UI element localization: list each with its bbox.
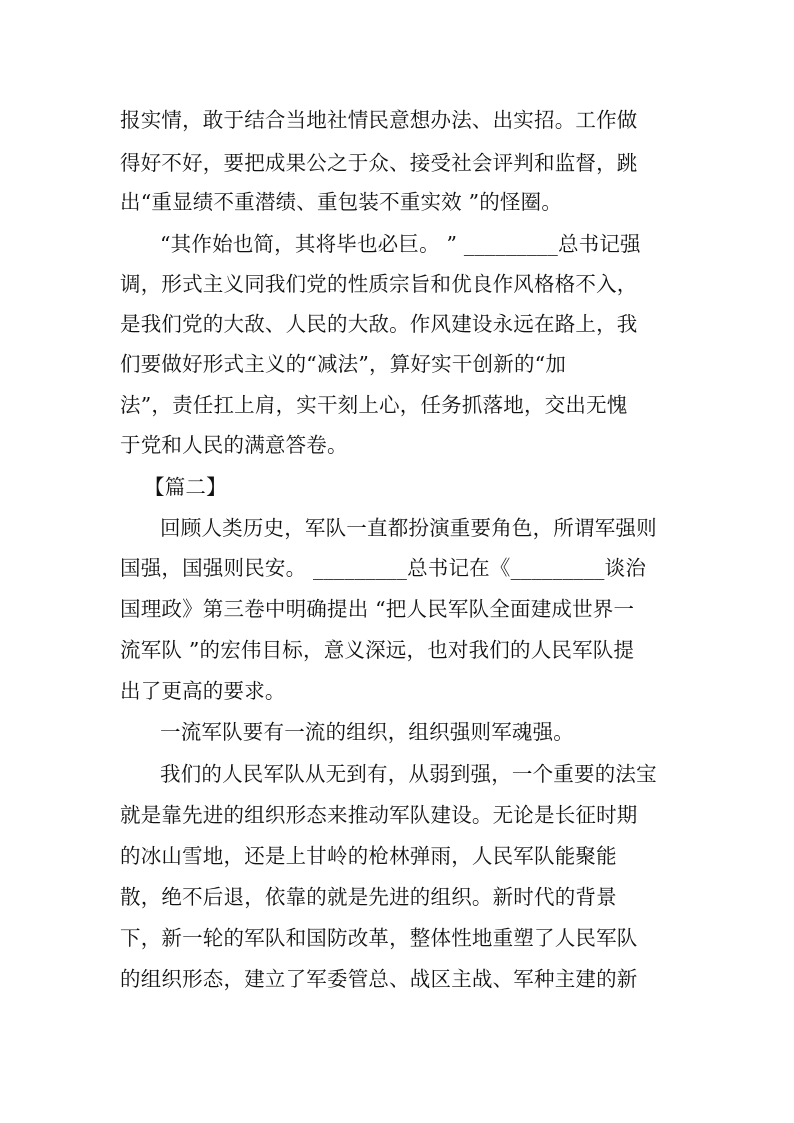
- paragraph-line: 法”，责任扛上肩，实干刻上心，任务抓落地，交出无愧: [120, 393, 628, 417]
- paragraph-line: 一流军队要有一流的组织，组织强则军魂强。: [160, 720, 574, 744]
- paragraph-line: 的组织形态，建立了军委管总、战区主战、军种主建的新: [120, 967, 638, 991]
- paragraph-line: 我们的人民军队从无到有，从弱到强，一个重要的法宝: [160, 762, 657, 786]
- paragraph-line: 于党和人民的满意答卷。: [120, 433, 348, 457]
- paragraph-line: 报实情，敢于结合当地社情民意想办法、出实招。工作做: [120, 108, 638, 132]
- paragraph-line: 回顾人类历史，军队一直都扮演重要角色，所谓军强则: [160, 516, 657, 540]
- paragraph-line: 散，绝不后退，依靠的就是先进的组织。新时代的背景: [120, 885, 617, 909]
- paragraph-line: 出了更高的要求。: [120, 679, 286, 703]
- paragraph-line: 得好不好，要把成果公之于众、接受社会评判和监督，跳: [120, 151, 638, 175]
- paragraph-line: 调，形式主义同我们党的性质宗旨和优良作风格格不入，: [120, 272, 638, 296]
- paragraph-line: 们要做好形式主义的“减法”，算好实干创新的“加: [120, 352, 567, 376]
- paragraph-line: 就是靠先进的组织形态来推动军队建设。无论是长征时期: [120, 803, 638, 827]
- paragraph-line: 国理政》第三卷中明确提出 “把人民军队全面建成世界一: [120, 597, 635, 621]
- paragraph-line: 是我们党的大敌、人民的大敌。作风建设永远在路上，我: [120, 312, 638, 336]
- paragraph-line: 的冰山雪地，还是上甘岭的枪林弹雨，人民军队能聚能: [120, 844, 617, 868]
- section-heading: 【篇二】: [144, 475, 227, 499]
- paragraph-line: 流军队 ”的宏伟目标，意义深远，也对我们的人民军队提: [120, 638, 635, 662]
- paragraph-line: 下，新一轮的军队和国防改革，整体性地重塑了人民军队: [120, 926, 638, 950]
- paragraph-line: 国强，国强则民安。 _________总书记在《_________谈治: [120, 556, 647, 580]
- paragraph-line: 出“重显绩不重潜绩、重包装不重实效 ”的怪圈。: [120, 190, 563, 214]
- paragraph-line: “其作始也简，其将毕也必巨。 ” _________总书记强: [160, 232, 641, 256]
